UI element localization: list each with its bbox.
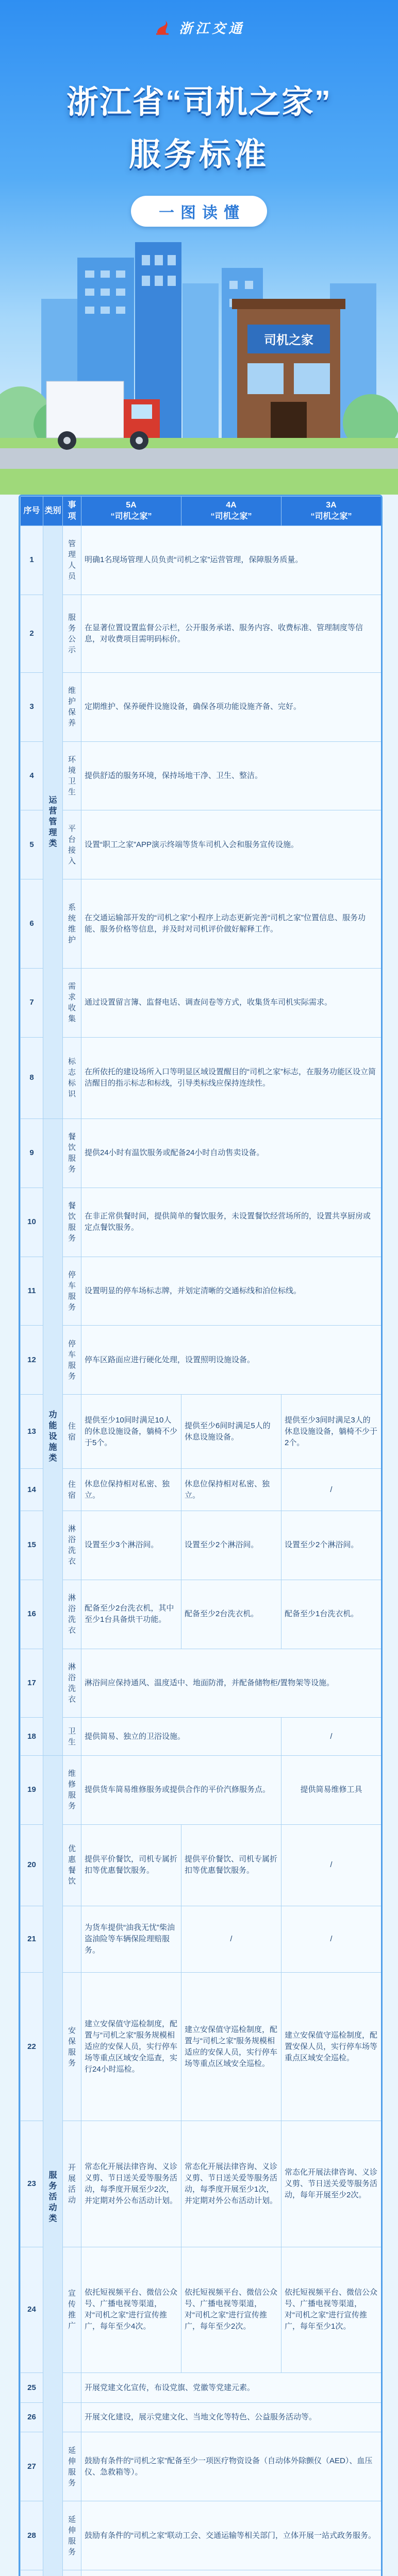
standard-text: 通过设置留言簿、监督电话、调查问卷等方式，收集货车司机实际需求。 bbox=[81, 968, 382, 1037]
table-row bbox=[21, 672, 382, 741]
page-title: 浙江省“司机之家” bbox=[66, 84, 331, 120]
item-cell bbox=[63, 879, 81, 969]
item-label: 延伸服务 bbox=[68, 2446, 76, 2487]
table-row bbox=[21, 595, 382, 672]
item-label: 需求收集 bbox=[68, 982, 76, 1024]
row-number: 5 bbox=[21, 810, 43, 879]
item-label: 淋浴洗衣 bbox=[68, 1663, 76, 1704]
item-cell bbox=[63, 968, 81, 1037]
item-label: 维修服务 bbox=[68, 1769, 76, 1811]
standard-text: 在所依托的建设场所入口等明显区域设置醒目的“司机之家”标志，在服务功能区设立简洁醒目的指示标志和标线，引导类标线应保持连续性。 bbox=[81, 1037, 382, 1118]
table-row bbox=[21, 879, 382, 969]
standard-3a: 常态化开展法律咨询、义诊义剪、节日送关爱等服务活动，每年开展至少2次。 bbox=[281, 2121, 382, 2247]
item-label: 宣传推广 bbox=[68, 2289, 76, 2331]
item-cell bbox=[63, 1257, 81, 1326]
standard-4a: 建立安保值守巡检制度，配置与“司机之家”服务规模相适应的安保人员，实行停车场等重点区域安全巡检。 bbox=[181, 1973, 281, 2121]
item-label: 餐饮服务 bbox=[68, 1201, 76, 1243]
row-number: 18 bbox=[21, 1718, 43, 1755]
row-number: 17 bbox=[21, 1649, 43, 1718]
table-row bbox=[21, 2432, 382, 2501]
standard-5a: 为货车提供“油我无忧”柴油盗油险等车辆保险理赔服务。 bbox=[81, 1906, 181, 1972]
header-3a: 3A “司机之家” bbox=[281, 497, 382, 526]
table-row bbox=[21, 1037, 382, 1118]
standard-text: 提供24小时有温饮服务或配备24小时自动售卖设备。 bbox=[81, 1118, 382, 1188]
table-row bbox=[21, 2373, 382, 2403]
table-row bbox=[21, 1973, 382, 2121]
item-label: 餐饮服务 bbox=[68, 1132, 76, 1174]
table-row bbox=[21, 1718, 382, 1755]
standard-3a: 设置至少2个淋浴间。 bbox=[281, 1511, 382, 1580]
item-label: 住宿 bbox=[68, 1480, 76, 1500]
row-number: 21 bbox=[21, 1906, 43, 1972]
standard-3a: 依托短视频平台、微信公众号、广播电视等渠道，对“司机之家”进行宣传推广，每年至少1次。 bbox=[281, 2247, 382, 2373]
category-cell bbox=[43, 1118, 63, 1755]
item-cell bbox=[63, 1037, 81, 1118]
row-number: 9 bbox=[21, 1118, 43, 1188]
item-cell bbox=[63, 526, 81, 595]
row-number: 19 bbox=[21, 1755, 43, 1824]
standard-text: 提供简易、独立的卫浴设施。 bbox=[81, 1718, 281, 1755]
category-label: 运营管理类 bbox=[48, 795, 57, 848]
standard-text bbox=[81, 2570, 382, 2576]
standard-3a: / bbox=[281, 1824, 382, 1906]
table-row bbox=[21, 2402, 382, 2432]
standard-5a: 常态化开展法律咨询、义诊义剪、节日送关爱等服务活动，每季度开展至少2次，并定期对外公布活动计划。 bbox=[81, 2121, 181, 2247]
category-label: 服务活动类 bbox=[48, 2171, 57, 2223]
row-number: 3 bbox=[21, 672, 43, 741]
item-label: 标志标识 bbox=[68, 1057, 76, 1099]
item-cell bbox=[63, 1718, 81, 1755]
item-cell bbox=[63, 1973, 81, 2121]
item-label: 系统维护 bbox=[68, 903, 76, 945]
item-label: 停车服务 bbox=[68, 1339, 76, 1381]
item-cell bbox=[63, 1395, 81, 1469]
item-cell bbox=[63, 2402, 81, 2432]
table-row bbox=[21, 2121, 382, 2247]
row-number: 23 bbox=[21, 2121, 43, 2247]
item-cell bbox=[63, 2570, 81, 2576]
item-cell bbox=[63, 1906, 81, 1972]
table-row bbox=[21, 1326, 382, 1395]
standard-4a: 依托短视频平台、微信公众号、广播电视等渠道，对“司机之家”进行宣传推广，每年至少2次。 bbox=[181, 2247, 281, 2373]
row-number: 10 bbox=[21, 1188, 43, 1257]
table-row bbox=[21, 1395, 382, 1469]
row-number: 11 bbox=[21, 1257, 43, 1326]
table-row bbox=[21, 1257, 382, 1326]
row-number: 14 bbox=[21, 1469, 43, 1511]
item-cell bbox=[63, 2247, 81, 2373]
standard-text: 设置明显的停车场标志牌，并划定清晰的交通标线和泊位标线。 bbox=[81, 1257, 382, 1326]
building-sign: 司机之家 bbox=[264, 333, 313, 347]
standard-3a: / bbox=[281, 1718, 382, 1755]
logo bbox=[0, 18, 398, 37]
standard-5a: 建立安保值守巡检制度，配置与“司机之家”服务规模相适应的安保人员，实行停车场等重点区域安全巡查，实行24小时巡检。 bbox=[81, 1973, 181, 2121]
item-label: 淋浴洗衣 bbox=[68, 1524, 76, 1566]
item-cell bbox=[63, 595, 81, 672]
standard-4a: 提供至少6间时满足5人的休息设施设备。 bbox=[181, 1395, 281, 1469]
item-cell bbox=[63, 1755, 81, 1824]
standard-text: 在显著位置设置监督公示栏，公开服务承诺、服务内容、收费标准、管理制度等信息，对收费项目需明码标价。 bbox=[81, 595, 382, 672]
standard-4a: 配备至少2台洗衣机。 bbox=[181, 1580, 281, 1649]
row-number: 25 bbox=[21, 2373, 43, 2403]
standards-table bbox=[19, 495, 383, 2576]
item-label: 停车服务 bbox=[68, 1270, 76, 1312]
item-label: 优惠餐饮 bbox=[68, 1844, 76, 1886]
standard-3a: / bbox=[281, 1906, 382, 1972]
category-cell bbox=[43, 1755, 63, 2576]
table-row bbox=[21, 1906, 382, 1972]
item-cell bbox=[63, 2121, 81, 2247]
table-row bbox=[21, 1580, 382, 1649]
table-row bbox=[21, 2501, 382, 2570]
item-label: 开展活动 bbox=[68, 2163, 76, 2205]
standard-text: 鼓励有条件的“司机之家”联动工会、交通运输等相关部门，立体开展一站式政务服务。 bbox=[81, 2501, 382, 2570]
item-label: 住宿 bbox=[68, 1421, 76, 1442]
standard-4a: / bbox=[181, 1906, 281, 1972]
row-number: 12 bbox=[21, 1326, 43, 1395]
standard-text: 开展文化建设，展示党建文化、当地文化等特色、公益服务活动等。 bbox=[81, 2402, 382, 2432]
logo-text: 浙江交通 bbox=[179, 21, 245, 37]
hero-banner bbox=[0, 0, 398, 495]
standard-3a: / bbox=[281, 1469, 382, 1511]
table-row bbox=[21, 526, 382, 595]
row-number: 6 bbox=[21, 879, 43, 969]
standard-4a: 提供平价餐饮、司机专属折扣等优惠餐饮服务。 bbox=[181, 1824, 281, 1906]
header-4a: 4A “司机之家” bbox=[181, 497, 281, 526]
standard-5a: 配备至少2台洗衣机，其中至少1台具备烘干功能。 bbox=[81, 1580, 181, 1649]
table-row bbox=[21, 2247, 382, 2373]
item-cell bbox=[63, 2501, 81, 2570]
table-row bbox=[21, 1649, 382, 1718]
standard-4a: 设置至少2个淋浴间。 bbox=[181, 1511, 281, 1580]
item-label: 卫生 bbox=[68, 1726, 76, 1747]
standard-text: 定期维护、保养硬件设施设备，确保各项功能设施齐备、完好。 bbox=[81, 672, 382, 741]
standard-text: 明确1名现场管理人员负责“司机之家”运营管理，保障服务质量。 bbox=[81, 526, 382, 595]
item-label: 淋浴洗衣 bbox=[68, 1594, 76, 1635]
table-row bbox=[21, 741, 382, 810]
item-cell bbox=[63, 741, 81, 810]
standard-5a: 休息位保持相对私密、独立。 bbox=[81, 1469, 181, 1511]
table-row bbox=[21, 1188, 382, 1257]
standard-text: 在交通运输部开发的“司机之家”小程序上动态更新完善“司机之家”位置信息、服务功能、服务价格等信息，并及时对司机评价做好解释工作。 bbox=[81, 879, 382, 969]
standard-3a: 提供简易维修工具 bbox=[281, 1755, 382, 1824]
row-number: 26 bbox=[21, 2402, 43, 2432]
item-cell bbox=[63, 672, 81, 741]
item-cell bbox=[63, 1188, 81, 1257]
standard-5a-4a: 提供货车简易维修服务或提供合作的平价汽修服务点。 bbox=[81, 1755, 281, 1824]
logo-mark-icon bbox=[153, 18, 173, 37]
standard-5a: 设置至少3个淋浴间。 bbox=[81, 1511, 181, 1580]
row-number: 16 bbox=[21, 1580, 43, 1649]
item-cell bbox=[63, 810, 81, 879]
row-number: 7 bbox=[21, 968, 43, 1037]
row-number: 27 bbox=[21, 2432, 43, 2501]
standard-3a: 提供至少3间时满足3人的休息设施设备，躺椅不少于2个。 bbox=[281, 1395, 382, 1469]
item-cell bbox=[63, 1580, 81, 1649]
row-number: 20 bbox=[21, 1824, 43, 1906]
item-label: 安保服务 bbox=[68, 2026, 76, 2067]
standard-text: 开展党建文化宣传，布设党旗、党徽等党建元素。 bbox=[81, 2373, 382, 2403]
header-item: 事项 bbox=[63, 497, 81, 526]
item-label: 服务公示 bbox=[68, 613, 76, 654]
standard-text: 停车区路面应进行硬化处理，设置照明设施设备。 bbox=[81, 1326, 382, 1395]
row-number: 15 bbox=[21, 1511, 43, 1580]
row-number bbox=[21, 2570, 43, 2576]
table-row bbox=[21, 1824, 382, 1906]
item-label: 平台接入 bbox=[68, 824, 76, 866]
table-row bbox=[21, 1755, 382, 1824]
item-label: 延伸服务 bbox=[68, 2515, 76, 2556]
standard-3a: 建立安保值守巡检制度，配置安保人员，实行停车场等重点区域安全巡检。 bbox=[281, 1973, 382, 2121]
item-cell bbox=[63, 1824, 81, 1906]
category-cell bbox=[43, 526, 63, 1119]
item-cell bbox=[63, 2373, 81, 2403]
page-title-line2: 服务标准 bbox=[128, 137, 269, 173]
row-number: 2 bbox=[21, 595, 43, 672]
row-number: 8 bbox=[21, 1037, 43, 1118]
standard-text: 在非正常供餐时间，提供简单的餐饮服务，未设置餐饮经营场所的，设置共享厨房或定点餐饮服务。 bbox=[81, 1188, 382, 1257]
standard-text: 提供舒适的服务环境，保持场地干净、卫生、整洁。 bbox=[81, 741, 382, 810]
table-row bbox=[21, 1118, 382, 1188]
item-cell bbox=[63, 1326, 81, 1395]
item-cell bbox=[63, 2432, 81, 2501]
header-5a: 5A “司机之家” bbox=[81, 497, 181, 526]
table-row bbox=[21, 968, 382, 1037]
row-number: 22 bbox=[21, 1973, 43, 2121]
standard-4a: 休息位保持相对私密、独立。 bbox=[181, 1469, 281, 1511]
header-category: 类别 bbox=[43, 497, 63, 526]
row-number: 24 bbox=[21, 2247, 43, 2373]
standard-4a: 常态化开展法律咨询、义诊义剪、节日送关爱等服务活动，每季度开展至少1次，并定期对外公布活动计划。 bbox=[181, 2121, 281, 2247]
header-no: 序号 bbox=[21, 497, 43, 526]
table-row bbox=[21, 1469, 382, 1511]
row-number: 4 bbox=[21, 741, 43, 810]
standard-5a: 提供平价餐饮，司机专属折扣等优惠餐饮服务。 bbox=[81, 1824, 181, 1906]
item-cell bbox=[63, 1649, 81, 1718]
item-cell bbox=[63, 1118, 81, 1188]
item-cell bbox=[63, 1469, 81, 1511]
city-illustration bbox=[0, 222, 398, 495]
standard-5a: 提供至少10间时满足10人的休息设施设备，躺椅不少于5个。 bbox=[81, 1395, 181, 1469]
category-label: 功能设施类 bbox=[48, 1411, 57, 1463]
subtitle-pill: 一图读懂 bbox=[131, 196, 267, 227]
standard-text: 设置“职工之家”APP演示终端等货车司机入会和服务宣传设施。 bbox=[81, 810, 382, 879]
item-cell bbox=[63, 1511, 81, 1580]
row-number: 28 bbox=[21, 2501, 43, 2570]
item-label: 维护保养 bbox=[68, 686, 76, 728]
row-number: 1 bbox=[21, 526, 43, 595]
table-row bbox=[21, 810, 382, 879]
item-label: 管理人员 bbox=[68, 539, 76, 581]
standard-5a: 依托短视频平台、微信公众号、广播电视等渠道，对“司机之家”进行宣传推广，每年至少4次。 bbox=[81, 2247, 181, 2373]
table-row bbox=[21, 1511, 382, 1580]
item-label: 环境卫生 bbox=[68, 755, 76, 797]
standard-text: 淋浴间应保持通风、温度适中、地面防滑，并配备储物柜/置物架等设施。 bbox=[81, 1649, 382, 1718]
table-header-row bbox=[21, 497, 382, 526]
standard-text: 鼓励有条件的“司机之家”配备至少一项医疗物资设备（自动体外除颤仪（AED）、血压仪、急救箱等）。 bbox=[81, 2432, 382, 2501]
table-row bbox=[21, 2570, 382, 2576]
standard-3a: 配备至少1台洗衣机。 bbox=[281, 1580, 382, 1649]
row-number: 13 bbox=[21, 1395, 43, 1469]
